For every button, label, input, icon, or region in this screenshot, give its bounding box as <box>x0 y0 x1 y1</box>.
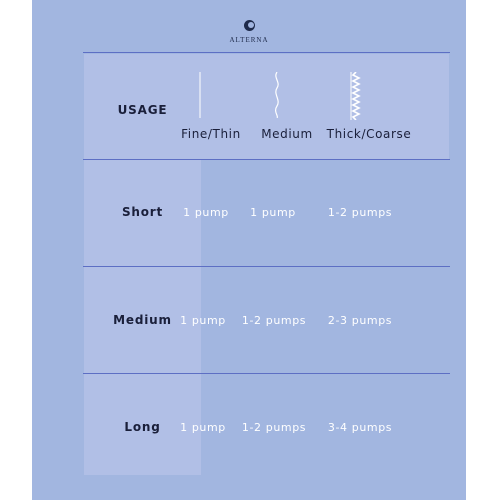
column-header-medium: Medium <box>261 127 313 141</box>
row-label-long: Long <box>124 420 161 434</box>
coarse-hair-icon <box>350 72 362 120</box>
table-cell: 1 pump <box>183 206 229 219</box>
usage-chart-card <box>32 0 466 500</box>
table-cell: 2-3 pumps <box>327 314 393 327</box>
table-cell: 1-2 pumps <box>241 421 307 434</box>
table-cell: 1-2 pumps <box>241 314 307 327</box>
brand-name: ALTERNA <box>229 36 269 44</box>
alterna-logo-icon <box>244 20 255 31</box>
column-header-thick-coarse: Thick/Coarse <box>326 127 412 141</box>
table-cell: 1 pump <box>180 314 226 327</box>
table-cell: 1 pump <box>250 206 296 219</box>
column-header-fine-thin: Fine/Thin <box>181 127 241 141</box>
wavy-hair-icon <box>272 72 282 118</box>
usage-header: USAGE <box>117 103 168 117</box>
row-label-short: Short <box>121 205 164 219</box>
row-label-medium: Medium <box>113 313 172 327</box>
divider <box>83 266 450 267</box>
table-cell: 3-4 pumps <box>327 421 393 434</box>
table-cell: 1-2 pumps <box>327 206 393 219</box>
divider <box>83 52 450 53</box>
table-cell: 1 pump <box>180 421 226 434</box>
brand-logo <box>32 16 466 44</box>
straight-hair-icon <box>198 72 202 118</box>
divider <box>83 159 450 160</box>
divider <box>83 373 450 374</box>
